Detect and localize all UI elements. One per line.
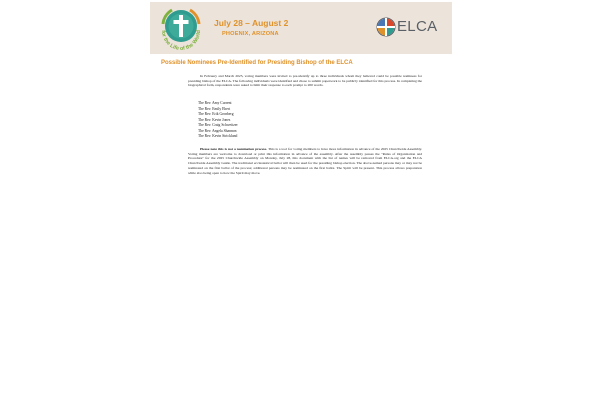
document-title: Possible Nominees Pre-Identified for Presiding Bishop of the ELCA [161,60,353,66]
list-item: The Rev. Angela Shannon [198,128,237,133]
list-item: The Rev. Kevin Strickland [198,134,238,138]
assembly-dates: July 28 – August 2 [214,18,289,28]
notice-paragraph [188,147,422,175]
assembly-logo [154,4,208,52]
header-banner [150,2,452,54]
list-item: The Rev. Emily Ebert [198,106,231,111]
notice-body: This is a tool for voting members to have more information in advance of the 2025 Churchwide Assembly. Voting members are welcome to download or print this information in advance of the assembly. After the assembly passes the "Rules of Organization and Procedure" for the 2025 Churchwide Assembly on Monday, July 28, this document with the list of names will be removed from ELCA.org and the ELCA Churchwide Assembly Guide. The traditional ecclesiastical ballot will then be used for the presiding bishop election. The above-named persons may or may not be nominated on the first ballot of the process; additional persons may be nominated on the first ballot. The Spirit will be present. This process allows preparation while also being open to how the Spirit may move. [188,147,422,175]
list-item: The Rev. Amy Current [198,101,232,105]
list-item: The Rev. Craig Schweitzer [198,123,238,127]
notice-lead: Please note this is not a nomination process. [200,147,268,151]
list-item: The Rev. Erik Gronberg [198,112,234,116]
assembly-location: PHOENIX, ARIZONA [222,31,279,37]
document-page [150,2,452,400]
list-item: The Rev. Kevin Jones [198,117,231,122]
nominee-list [198,101,238,140]
elca-wordmark: ELCA [397,18,438,35]
assembly-logo-text: for the Life of the World [159,30,203,52]
intro-paragraph: In February and March 2025, voting members were invited to pre-identify up to three individuals whom they believed could be possible nominees for presiding bishop of the ELCA. The following individuals were identified and chose to submit paperwork to be publicly identified for this process. In completing the biographical form, respondents were asked to limit their response to each prompt to 200 words. [188,74,422,88]
elca-cross-icon [376,17,396,37]
